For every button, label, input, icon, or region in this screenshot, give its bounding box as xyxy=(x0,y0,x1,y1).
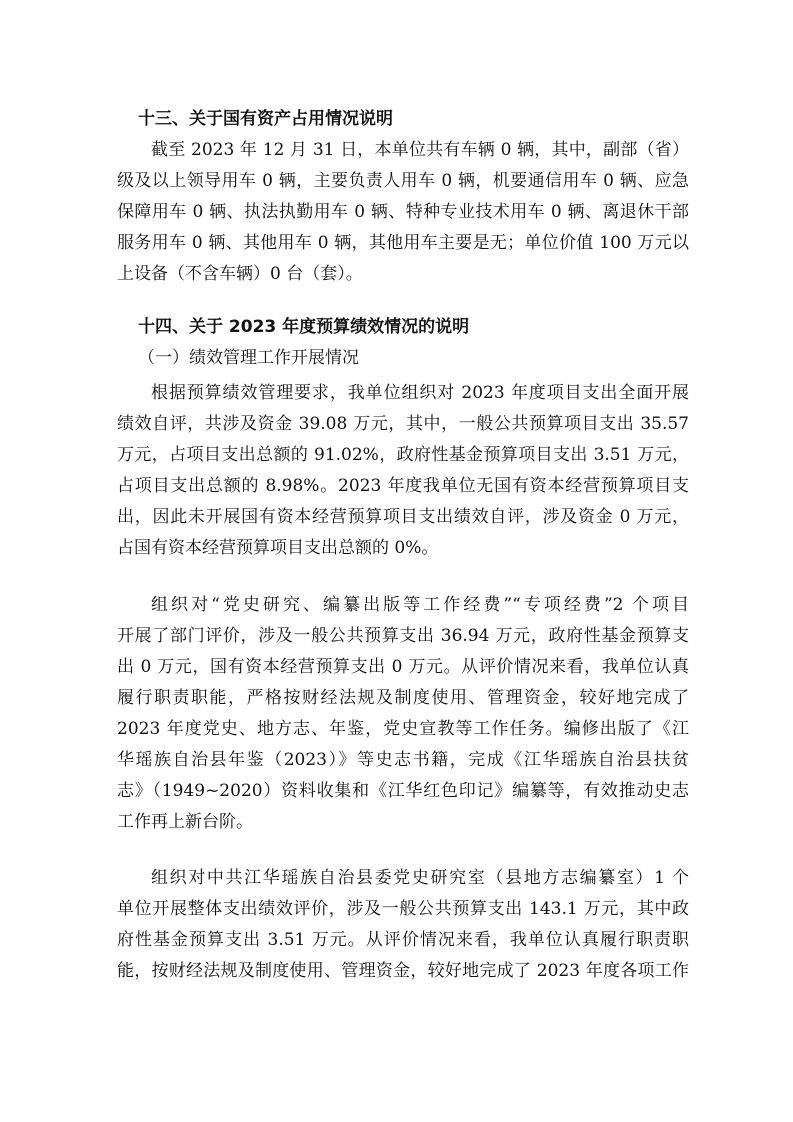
text-line: 能，按财经法规及制度使用、管理资金，较好地完成了 2023 年度各项工作 xyxy=(117,961,689,981)
text-line: 履行职责职能，严格按财经法规及制度使用、管理资金，较好地完成了 xyxy=(117,688,689,708)
text-line: 组织对中共江华瑶族自治县委党史研究室（县地方志编纂室）1 个 xyxy=(151,868,689,888)
text-line: 开展了部门评价，涉及一般公共预算支出 36.94 万元，政府性基金预算支 xyxy=(117,626,689,646)
section-13-heading: 十三、关于国有资产占用情况说明 xyxy=(138,109,393,129)
section-14-subheading: （一）绩效管理工作开展情况 xyxy=(138,348,359,368)
paragraph-1 xyxy=(117,378,689,564)
text-line: 组织对“党史研究、编纂出版等工作经费”“专项经费”2 个项目 xyxy=(151,595,689,615)
text-line: 级及以上领导用车 0 辆，主要负责人用车 0 辆，机要通信用车 0 辆、应急 xyxy=(117,171,689,191)
text-line: 根据预算绩效管理要求，我单位组织对 2023 年度项目支出全面开展 xyxy=(151,383,689,403)
text-line: 工作再上新台阶。 xyxy=(117,812,253,832)
text-line: 府性基金预算支出 3.51 万元。从评价情况来看，我单位认真履行职责职 xyxy=(117,930,689,950)
text-line: 2023 年度党史、地方志、年鉴，党史宣教等工作任务。编修出版了《江 xyxy=(117,719,689,739)
text-line: 出 0 万元，国有资本经营预算支出 0 万元。从评价情况来看，我单位认真 xyxy=(117,657,689,677)
text-line: 上设备（不含车辆）0 台（套）。 xyxy=(117,264,363,284)
text-line: 华瑶族自治县年鉴（2023）》等史志书籍，完成《江华瑶族自治县扶贫 xyxy=(117,750,689,770)
text-line: 单位开展整体支出绩效评价，涉及一般公共预算支出 143.1 万元，其中政 xyxy=(117,899,689,919)
text-line: 万元，占项目支出总额的 91.02%，政府性基金预算项目支出 3.51 万元， xyxy=(117,445,689,465)
section-14 xyxy=(117,312,689,374)
text-line: 占国有资本经营预算项目支出总额的 0%。 xyxy=(117,538,439,558)
text-line: 服务用车 0 辆、其他用车 0 辆，其他用车主要是无；单位价值 100 万元以 xyxy=(117,233,689,253)
paragraph-3 xyxy=(117,863,689,987)
text-line: 志》（1949~2020）资料收集和《江华红色印记》编纂等，有效推动史志 xyxy=(117,781,689,801)
section-14-heading: 十四、关于 2023 年度预算绩效情况的说明 xyxy=(138,317,470,337)
section-13 xyxy=(117,104,689,290)
paragraph-2 xyxy=(117,590,689,838)
text-line: 出，因此未开展国有资本经营预算项目支出绩效自评，涉及资金 0 万元， xyxy=(117,507,689,527)
text-line: 占项目支出总额的 8.98%。2023 年度我单位无国有资本经营预算项目支 xyxy=(117,476,689,496)
text-line: 保障用车 0 辆、执法执勤用车 0 辆、特种专业技术用车 0 辆、离退休干部 xyxy=(117,202,689,222)
text-line: 截至 2023 年 12 月 31 日，本单位共有车辆 0 辆，其中，副部（省） xyxy=(151,140,689,160)
text-line: 绩效自评，共涉及资金 39.08 万元，其中，一般公共预算项目支出 35.57 xyxy=(117,414,689,434)
